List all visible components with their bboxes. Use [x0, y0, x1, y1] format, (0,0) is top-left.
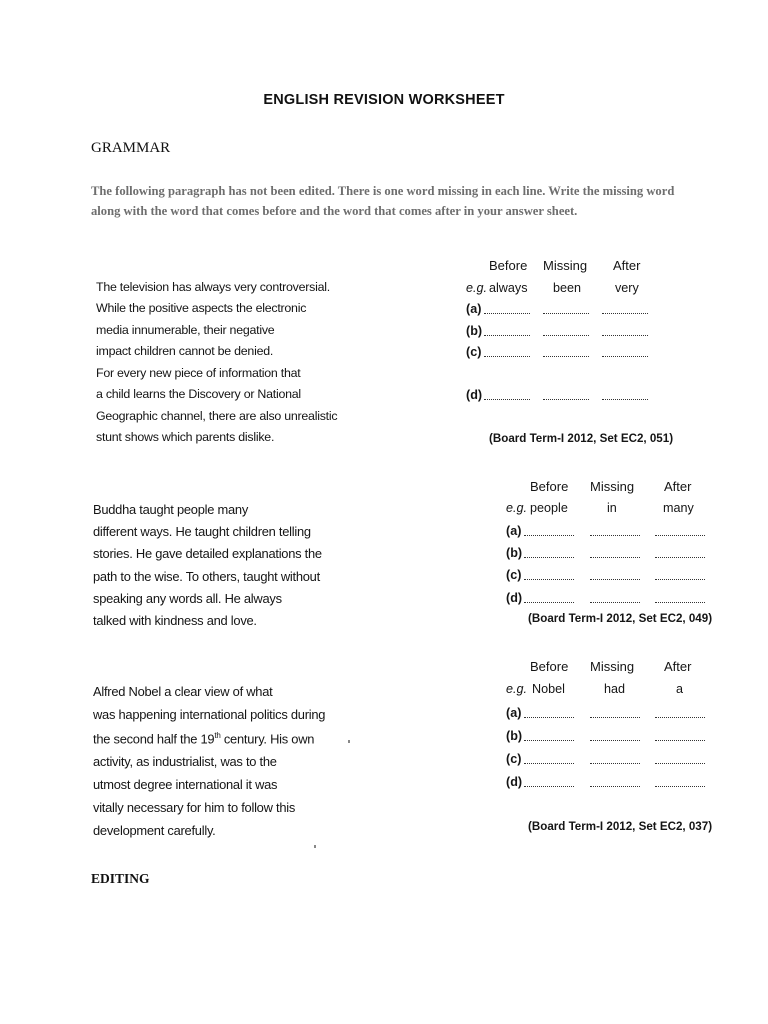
example-label: e.g. [506, 682, 528, 696]
passage-line: was happening international politics during [93, 707, 326, 722]
passage-line: a child learns the Discovery or National [96, 387, 301, 401]
example-after: many [663, 501, 694, 515]
board-citation: (Board Term-I 2012, Set EC2, 051) [489, 432, 674, 445]
blank-after[interactable] [602, 399, 648, 400]
blank-after[interactable] [602, 313, 648, 314]
passage-line: stunt shows which parents dislike. [96, 430, 275, 444]
column-header-before: Before [530, 479, 569, 494]
passage-line: activity, as industrialist, was to the [93, 754, 277, 769]
blank-missing[interactable] [590, 763, 640, 764]
passage-line: impact children cannot be denied. [96, 344, 274, 358]
blank-missing[interactable] [590, 535, 640, 536]
blank-missing[interactable] [590, 786, 640, 787]
example-label: e.g. [506, 501, 528, 515]
blank-after[interactable] [655, 786, 705, 787]
passage-line: While the positive aspects the electronic [96, 301, 307, 315]
blank-after[interactable] [655, 535, 705, 536]
example-missing: been [553, 281, 582, 295]
blank-after[interactable] [655, 557, 705, 558]
blank-before[interactable] [524, 557, 574, 558]
passage-line: path to the wise. To others, taught without [93, 569, 320, 584]
passage-line: media innumerable, their negative [96, 323, 275, 337]
blank-missing[interactable] [543, 335, 589, 336]
passage-line: vitally necessary for him to follow this [93, 800, 296, 815]
example-before: people [530, 501, 568, 515]
blank-before[interactable] [524, 763, 574, 764]
passage-line: The television has always very controversial. [96, 280, 330, 294]
example-missing: in [607, 501, 617, 515]
item-label: (c) [506, 752, 522, 766]
blank-before[interactable] [524, 535, 574, 536]
example-label: e.g. [466, 281, 488, 295]
example-before: always [489, 281, 528, 295]
blank-missing[interactable] [590, 557, 640, 558]
example-missing: had [604, 682, 626, 696]
blank-after[interactable] [602, 356, 648, 357]
blank-missing[interactable] [590, 717, 640, 718]
passage-line: talked with kindness and love. [93, 613, 257, 628]
blank-missing[interactable] [543, 356, 589, 357]
blank-before[interactable] [484, 313, 530, 314]
column-header-before: Before [489, 258, 528, 273]
blank-after[interactable] [655, 763, 705, 764]
grammar-heading: GRAMMAR [91, 140, 171, 156]
passage-line: the second half the 19th century. His own [93, 731, 315, 747]
column-header-after: After [613, 258, 641, 273]
worksheet-title: ENGLISH REVISION WORKSHEET [263, 92, 505, 108]
board-citation: (Board Term-I 2012, Set EC2, 037) [528, 820, 713, 833]
example-after: a [676, 682, 684, 696]
item-label: (a) [506, 706, 522, 720]
example-after: very [615, 281, 639, 295]
item-label: (b) [466, 324, 483, 338]
blank-after[interactable] [602, 335, 648, 336]
blank-before[interactable] [524, 717, 574, 718]
item-label: (b) [506, 729, 523, 743]
board-citation: (Board Term-I 2012, Set EC2, 049) [528, 612, 713, 625]
passage-line: different ways. He taught children telling [93, 524, 311, 539]
blank-after[interactable] [655, 740, 705, 741]
blank-missing[interactable] [543, 399, 589, 400]
blank-before[interactable] [524, 579, 574, 580]
column-header-missing: Missing [590, 479, 635, 494]
blank-after[interactable] [655, 579, 705, 580]
blank-before[interactable] [524, 786, 574, 787]
item-label: (c) [506, 568, 522, 582]
blank-before[interactable] [484, 335, 530, 336]
passage-line: utmost degree international it was [93, 777, 278, 792]
item-label: (d) [506, 591, 523, 605]
item-label: (d) [466, 388, 483, 402]
passage-line: development carefully. [93, 823, 216, 838]
example-before: Nobel [532, 682, 565, 696]
item-label: (d) [506, 775, 523, 789]
blank-before[interactable] [484, 356, 530, 357]
blank-missing[interactable] [590, 740, 640, 741]
blank-missing[interactable] [543, 313, 589, 314]
scan-speck [314, 845, 316, 848]
passage-line: For every new piece of information that [96, 366, 301, 380]
column-header-after: After [664, 479, 692, 494]
passage-line: Geographic channel, there are also unrealistic [96, 409, 338, 423]
column-header-missing: Missing [543, 258, 588, 273]
blank-missing[interactable] [590, 579, 640, 580]
item-label: (a) [506, 524, 522, 538]
instructions: The following paragraph has not been edited. There is one word missing in each line. Write the missing word along with the word that comes before and the word that comes after in your answer sheet. [91, 184, 675, 218]
column-header-missing: Missing [590, 659, 635, 674]
passage-line: Buddha taught people many [93, 502, 249, 517]
blank-before[interactable] [524, 740, 574, 741]
scan-speck [348, 740, 350, 743]
item-label: (a) [466, 302, 482, 316]
column-header-after: After [664, 659, 692, 674]
passage-line: Alfred Nobel a clear view of what [93, 684, 273, 699]
blank-before[interactable] [484, 399, 530, 400]
blank-missing[interactable] [590, 602, 640, 603]
item-label: (c) [466, 345, 482, 359]
blank-before[interactable] [524, 602, 574, 603]
blank-after[interactable] [655, 717, 705, 718]
blank-after[interactable] [655, 602, 705, 603]
passage-line: speaking any words all. He always [93, 591, 282, 606]
item-label: (b) [506, 546, 523, 560]
editing-heading: EDITING [91, 871, 150, 886]
passage-line: stories. He gave detailed explanations the [93, 546, 322, 561]
column-header-before: Before [530, 659, 569, 674]
